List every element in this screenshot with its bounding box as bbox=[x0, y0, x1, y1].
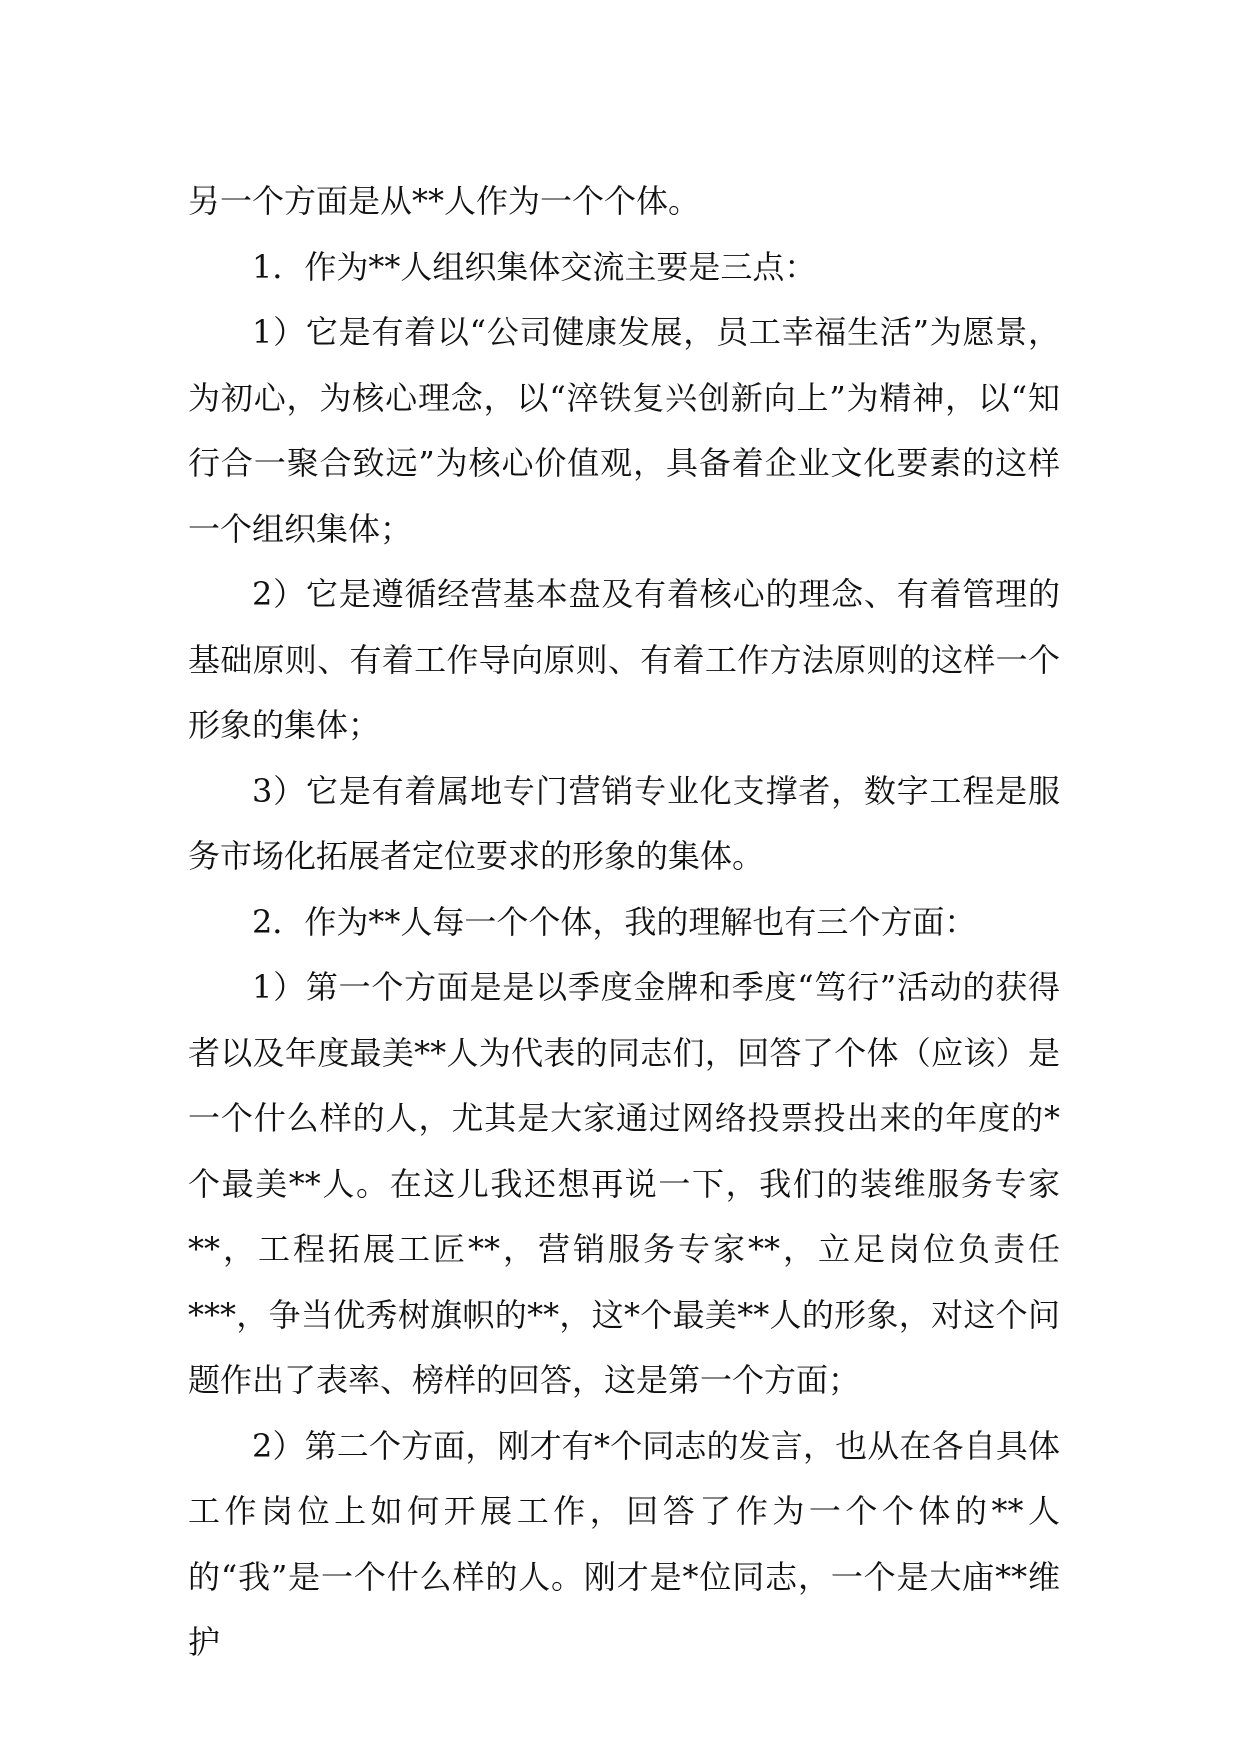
paragraph-section-1-point-3: 3）它是有着属地专门营销专业化支撑者，数字工程是服务市场化拓展者定位要求的形象的集体。 bbox=[188, 771, 1060, 875]
paragraph-section-1-point-1: 1）它是有着以“公司健康发展，员工幸福生活”为愿景，为初心，为核心理念，以“淬铁复兴创新向上”为精神，以“知行合一聚合致远”为核心价值观，具备着企业文化要素的这样一个组织集体； bbox=[188, 313, 1060, 548]
paragraph-section-2-point-1: 1）第一个方面是是以季度金牌和季度“笃行”活动的获得者以及年度最美**人为代表的同志们，回答了个体（应该）是一个什么样的人，尤其是大家通过网络投票投出来的年度的*个最美**人。在这儿我还想再说一下，我们的装维服务专家**，工程拓展工匠**，营销服务专家**，立足岗位负责任***，争当优秀树旗帜的**，这*个最美**人的形象，对这个问题作出了表率、榜样的回答，这是第一个方面； bbox=[188, 968, 1060, 1399]
paragraph-section-1-point-2: 2）它是遵循经营基本盘及有着核心的理念、有着管理的基础原则、有着工作导向原则、有着工作方法原则的这样一个形象的集体； bbox=[188, 575, 1060, 744]
paragraph-intro: 另一个方面是从**人作为一个个体。 bbox=[188, 182, 701, 220]
document-body bbox=[188, 169, 1060, 1676]
paragraph-section-2-heading: 2．作为**人每一个个体，我的理解也有三个方面： bbox=[252, 902, 977, 941]
paragraph-section-1-heading: 1．作为**人组织集体交流主要是三点： bbox=[252, 247, 817, 286]
paragraph-section-2-point-2: 2）第二个方面，刚才有*个同志的发言，也从在各自具体工作岗位上如何开展工作，回答了作为一个个体的**人的“我”是一个什么样的人。刚才是*位同志，一个是大庙**维护 bbox=[188, 1426, 1060, 1661]
